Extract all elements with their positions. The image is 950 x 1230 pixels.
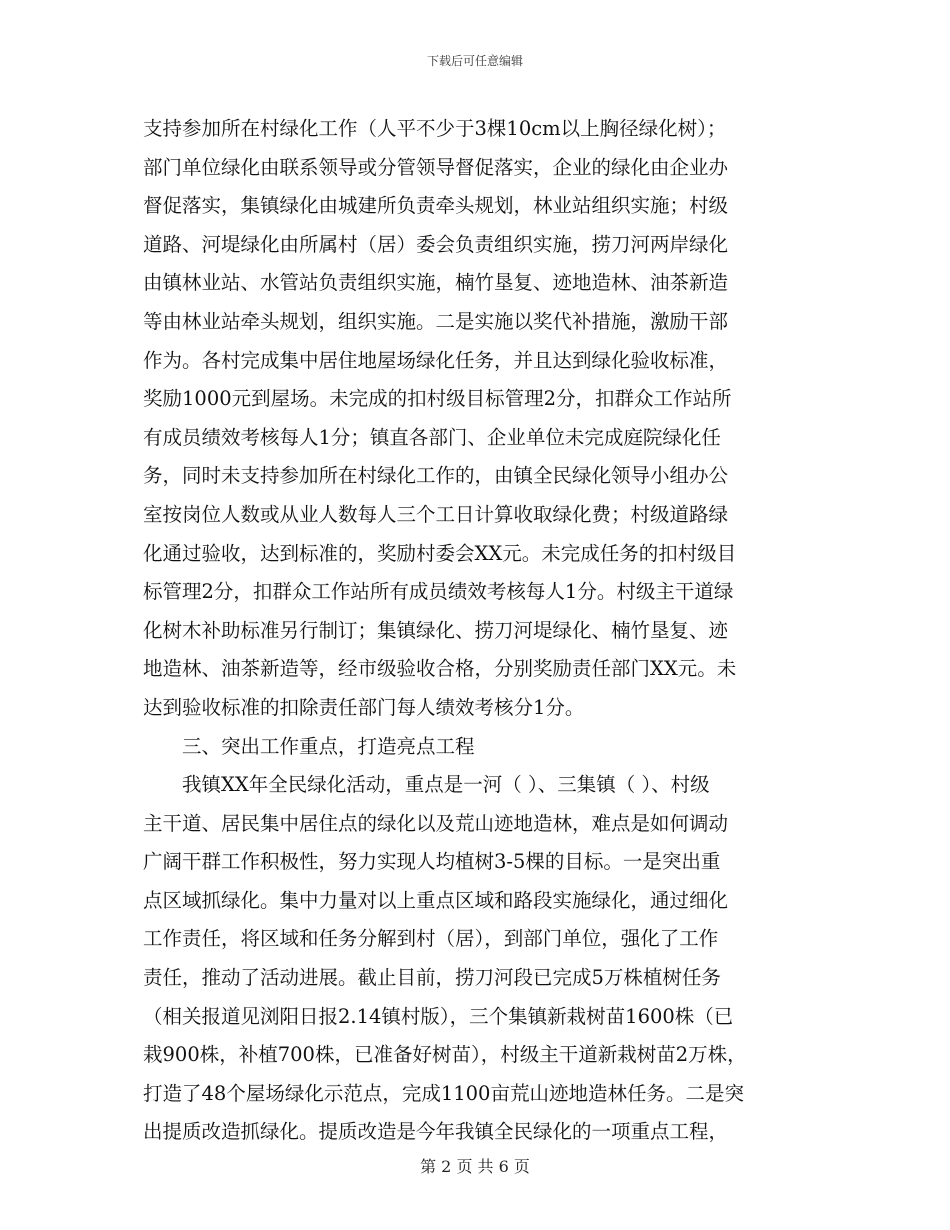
text-line: 点区域抓绿化。集中力量对以上重点区域和路段实施绿化，通过细化	[143, 888, 729, 912]
text-line: 等由林业站牵头规划，组织实施。二是实施以奖代补措施，激励干部	[143, 309, 729, 333]
text-line: 部门单位绿化由联系领导或分管领导督促落实，企业的绿化由企业办	[143, 155, 729, 179]
text-line: 标管理2分，扣群众工作站所有成员绩效考核每人1分。村级主干道绿	[143, 580, 734, 604]
page-number: 第 2 页 共 6 页	[420, 1157, 530, 1176]
text-line: 室按岗位人数或从业人数每人三个工日计算收取绿化费；村级道路绿	[143, 502, 729, 526]
text-line: 打造了48个屋场绿化示范点，完成1100亩荒山迹地造林任务。二是突	[143, 1081, 744, 1105]
text-line: 栽900株，补植700株，已准备好树苗），村级主干道新栽树苗2万株，	[143, 1043, 747, 1067]
document-body	[143, 110, 815, 1152]
text-line: 责任，推动了活动进展。截止目前，捞刀河段已完成5万株植树任务	[143, 966, 721, 990]
text-line: 由镇林业站、水管站负责组织实施，楠竹垦复、迹地造林、油茶新造	[143, 271, 729, 295]
text-line: 督促落实，集镇绿化由城建所负责牵头规划，林业站组织实施；村级	[143, 194, 729, 218]
text-line: 有成员绩效考核每人1分；镇直各部门、企业单位未完成庭院绿化任	[143, 425, 721, 449]
text-line: 奖励1000元到屋场。未完成的扣村级目标管理2分，扣群众工作站所	[143, 387, 732, 411]
page-header: 下载后可任意编辑	[426, 54, 523, 68]
text-line: 道路、河堤绿化由所属村（居）委会负责组织实施，捞刀河两岸绿化	[143, 232, 729, 256]
text-line: 化树木补助标准另行制订；集镇绿化、捞刀河堤绿化、楠竹垦复、迹	[143, 618, 729, 642]
text-line: 作为。各村完成集中居住地屋场绿化任务，并且达到绿化验收标准，	[143, 348, 729, 372]
text-line: （相关报道见浏阳日报2.14镇村版），三个集镇新栽树苗1600株（已	[143, 1004, 734, 1028]
text-line: 我镇XX年全民绿化活动，重点是一河（ ）、三集镇（ ）、村级	[143, 773, 710, 797]
text-line: 广阔干群工作积极性，努力实现人均植树3-5棵的目标。一是突出重	[143, 850, 721, 874]
text-line: 主干道、居民集中居住点的绿化以及荒山迹地造林，难点是如何调动	[143, 811, 729, 835]
text-line: 支持参加所在村绿化工作（人平不少于3棵10cm以上胸径绿化树）；	[143, 117, 727, 140]
text-line: 出提质改造抓绿化。提质改造是今年我镇全民绿化的一项重点工程，	[143, 1120, 729, 1144]
text-line: 三、突出工作重点，打造亮点工程	[143, 734, 475, 758]
text-line: 达到验收标准的扣除责任部门每人绩效考核分1分。	[143, 695, 585, 719]
text-line: 地造林、油茶新造等，经市级验收合格，分别奖励责任部门XX元。未	[143, 657, 737, 681]
text-line: 务，同时未支持参加所在村绿化工作的，由镇全民绿化领导小组办公	[143, 464, 729, 488]
text-line: 化通过验收，达到标准的，奖励村委会XX元。未完成任务的扣村级目	[143, 541, 737, 565]
text-line: 工作责任，将区域和任务分解到村（居），到部门单位，强化了工作	[143, 927, 719, 951]
